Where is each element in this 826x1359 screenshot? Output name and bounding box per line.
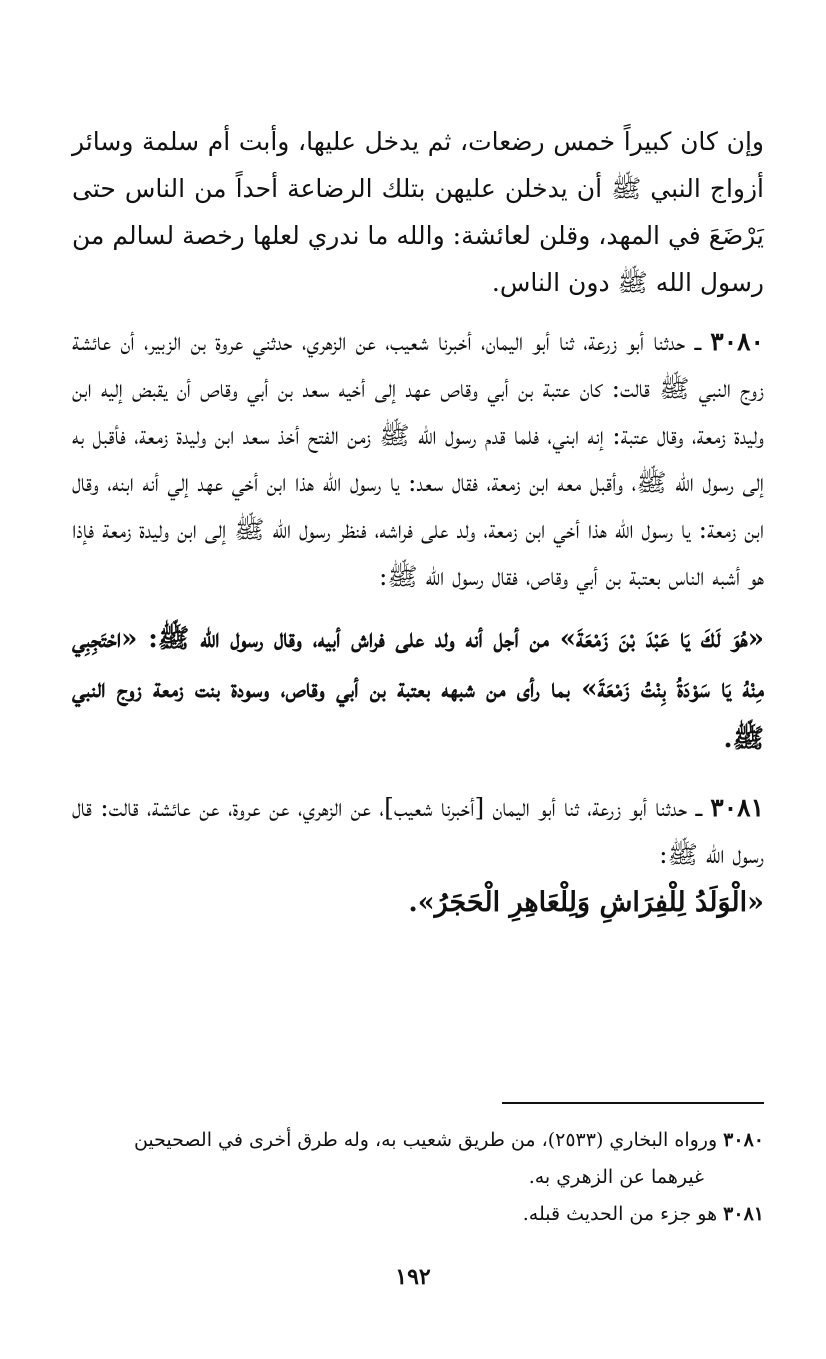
footnote-3081 xyxy=(72,1196,764,1233)
footnote-number: ٣٠٨١ xyxy=(723,1203,764,1225)
paragraph-continuation: وإن كان كبيراً خمس رضعات، ثم يدخل عليها، وأبت أم سلمة وسائر أزواج النبي ﷺ أن يدخلن عليهن بتلك الرضاعة أحداً من الناس حتى يَرْضَعَ في المهد، وقلن لعائشة: والله ما ندري لعلها رخصة لسالم من رسول الله ﷺ دون الناس. xyxy=(72,127,764,297)
footnote-continuation: غيرهما عن الزهري به. xyxy=(528,1166,704,1188)
hadith-3080-quote: «هُوَ لَكَ يَا عَبْدَ بْنَ زَمْعَةَ» من أجل أنه ولد على فراش أبيه، وقال رسول الله ﷺ: «احْتَجِبِي مِنْهُ يَا سَوْدَةُ بِنْتُ زَمْعَةَ» بما رأى من شبهه بعتبة بن أبي وقاص، وسودة بنت زمعة زوج النبي ﷺ. xyxy=(72,624,764,754)
footnote-number: ٣٠٨٠ xyxy=(723,1129,764,1151)
footnote-separator xyxy=(502,1102,764,1104)
footnote-text: ورواه البخاري (٢٥٣٣)، من طريق شعيب به، وله طرق أخرى في الصحيحين xyxy=(133,1129,718,1151)
hadith-number: ٣٠٨٠ xyxy=(710,327,764,356)
hadith-3081 xyxy=(72,784,764,878)
hadith-3081-quote: «الْوَلَدُ لِلْفِرَاشِ وَلِلْعَاهِرِ الْحَجَرُ». xyxy=(408,887,764,918)
page-number: ١٩٢ xyxy=(395,1264,431,1290)
hadith-number: ٣٠٨١ xyxy=(710,793,764,822)
hadith-text: حدثنا أبو زرعة، ثنا أبو اليمان [أخبرنا شعيب]، عن الزهري، عن عروة، عن عائشة، قالت: قال رسول الله ﷺ: xyxy=(72,793,764,869)
footnotes xyxy=(72,1122,764,1233)
footnote-text: هو جزء من الحديث قبله. xyxy=(522,1203,718,1225)
hadith-3080 xyxy=(72,318,764,600)
footnote-3080 xyxy=(72,1122,764,1196)
hadith-text: حدثنا أبو زرعة، ثنا أبو اليمان، أخبرنا شعيب، عن الزهري، حدثني عروة بن الزبير، أن عائشة زوج النبي ﷺ قالت: كان عتبة بن أبي وقاص عهد إلى أخيه سعد بن أبي وقاص أن يقبض إليه ابن وليدة زمعة، وقال عتبة: إنه ابني، فلما قدم رسول الله ﷺ زمن الفتح أخذ سعد ابن وليدة زمعة، فأقبل به إلى رسول الله ﷺ، وأقبل معه ابن زمعة، فقال سعد: يا رسول الله هذا ابن أخي عهد إلي أنه ابنه، وقال ابن زمعة: يا رسول الله هذا أخي ابن زمعة، ولد على فراشه، فنظر رسول الله ﷺ إلى ابن وليدة زمعة فإذا هو أشبه الناس بعتبة بن أبي وقاص، فقال رسول الله ﷺ: xyxy=(72,327,764,591)
hadith-dash: ــ xyxy=(687,793,711,822)
hadith-dash: ــ xyxy=(685,327,711,356)
